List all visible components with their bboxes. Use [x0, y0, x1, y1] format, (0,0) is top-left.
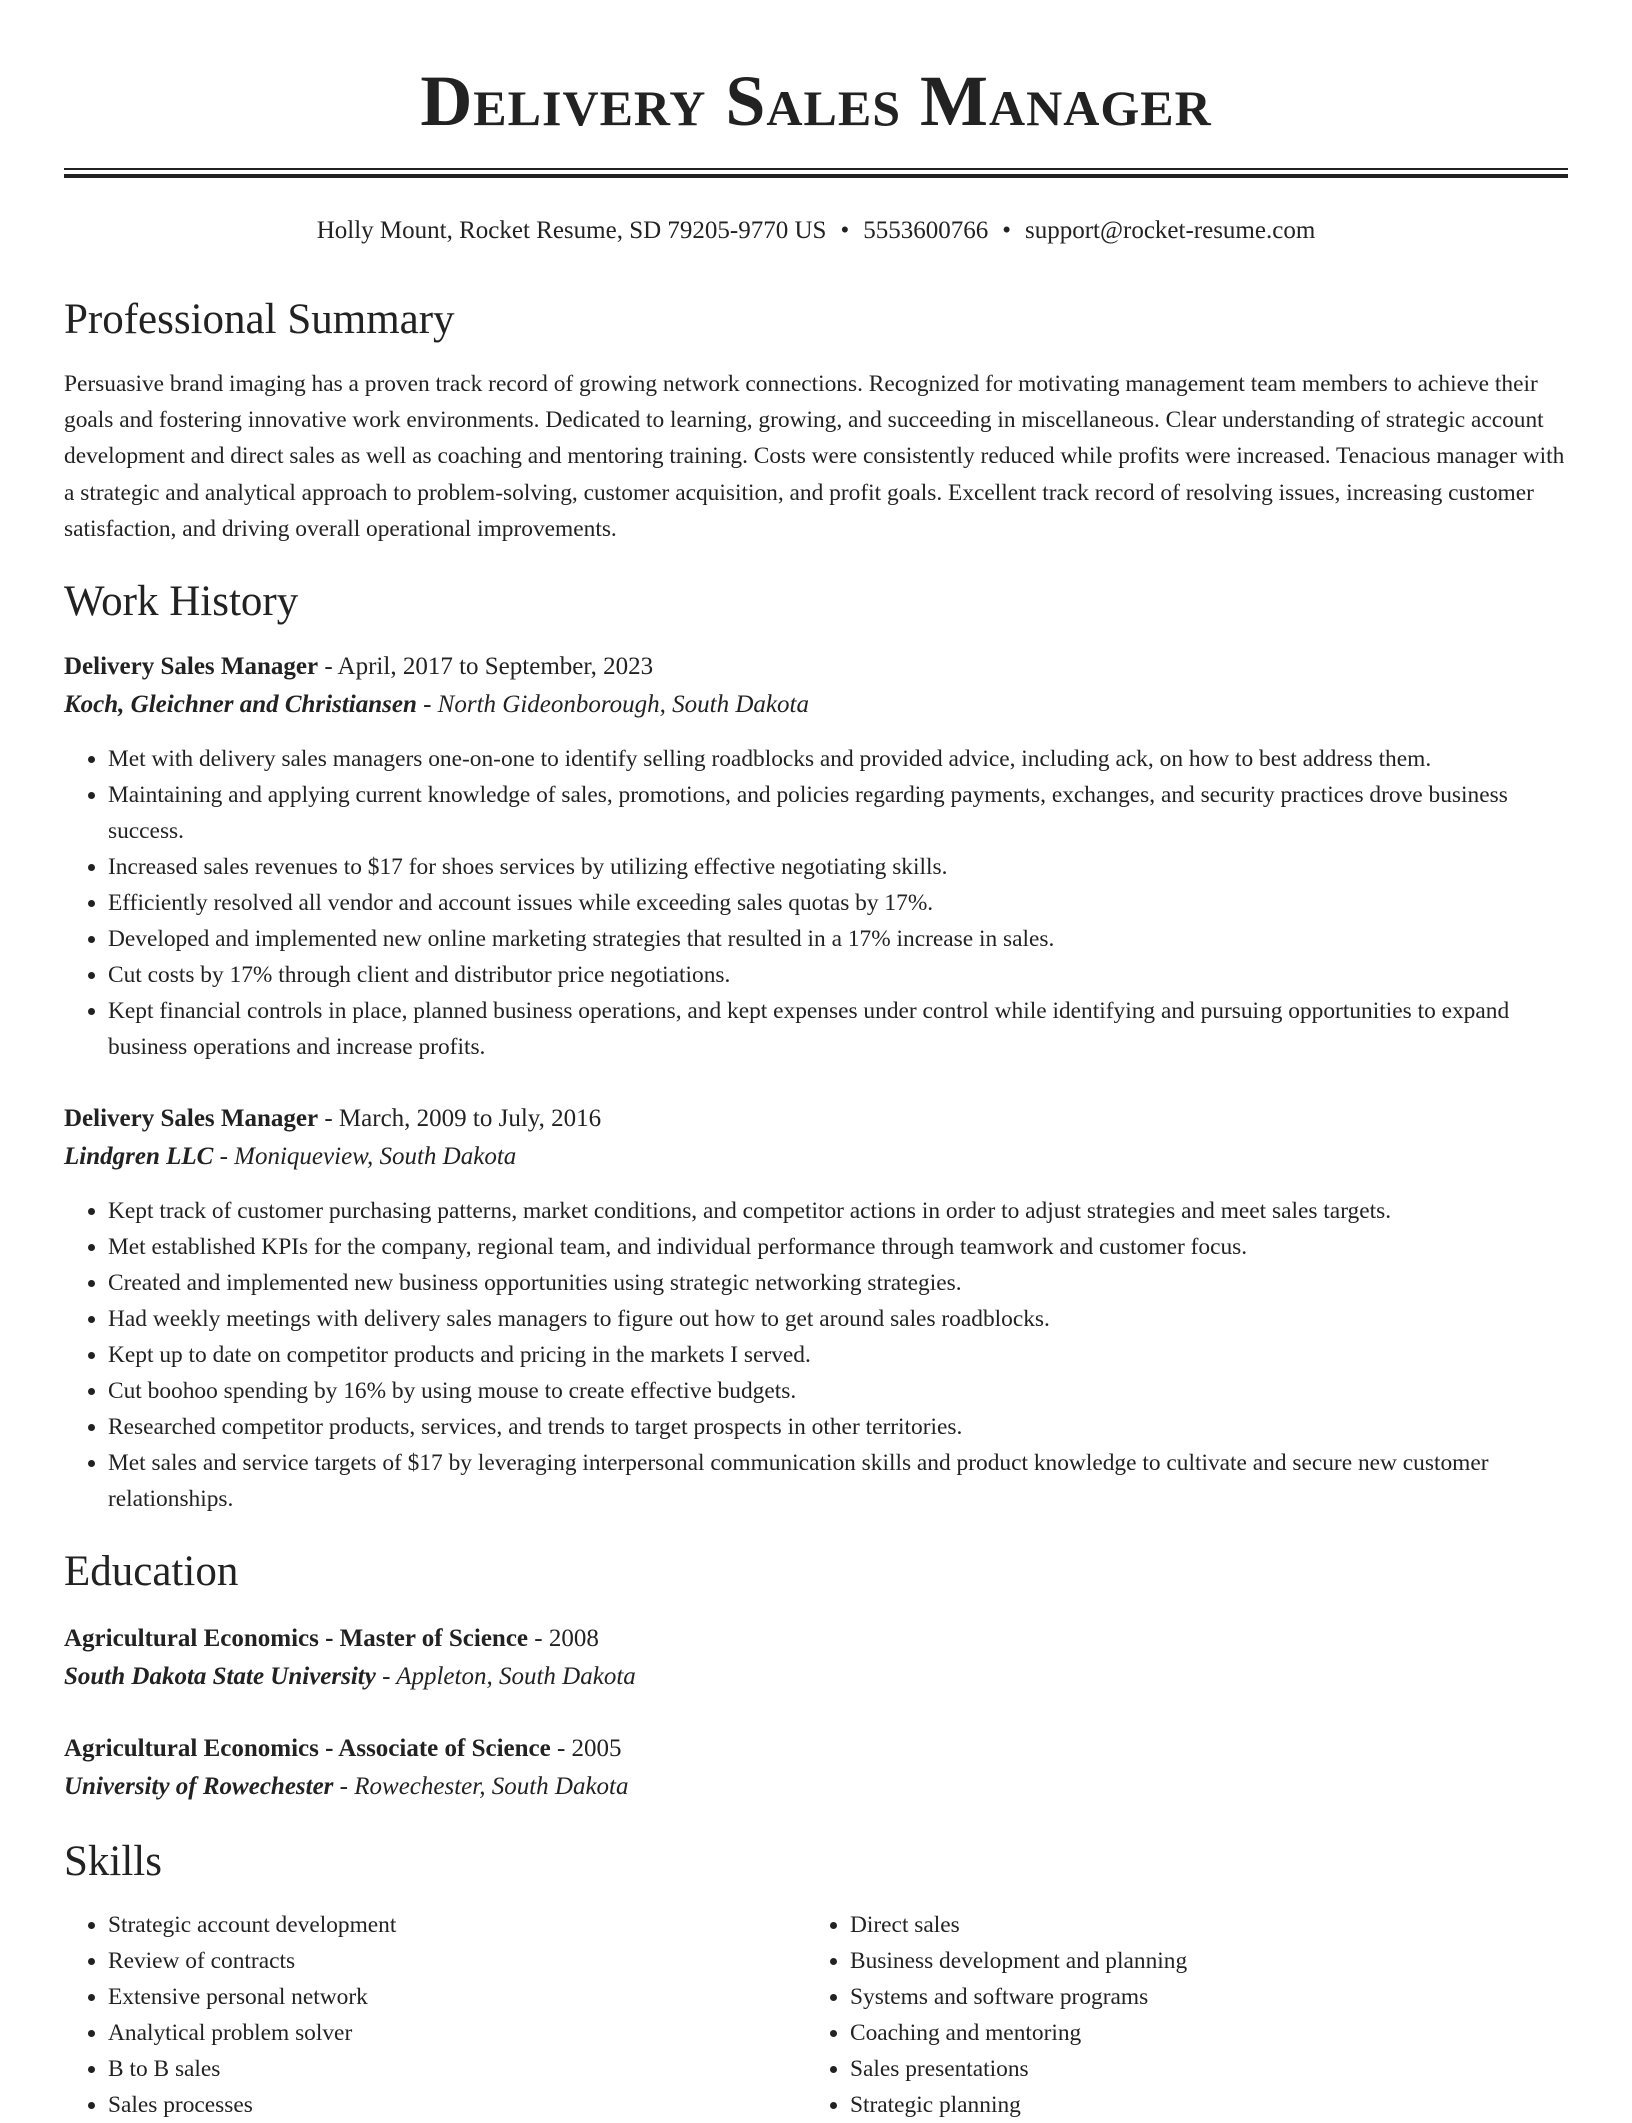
job-title-line [64, 1101, 1568, 1137]
education-degree-line [64, 1621, 1568, 1657]
header-rule-thick [64, 174, 1568, 178]
list-item: • Cut boohoo spending by 16% by using mouse to create effective budgets. [108, 1373, 1568, 1409]
education-degree-line [64, 1731, 1568, 1767]
education-school: South Dakota State University [64, 1663, 376, 1690]
list-item: • Analytical problem solver [108, 2015, 758, 2051]
list-item: • Met sales and service targets of $17 by leveraging interpersonal communication skills and product knowledge to cultivate and secure new customer relationships. [108, 1445, 1568, 1517]
list-item: • Kept up to date on competitor products and pricing in the markets I served. [108, 1337, 1568, 1373]
skills-list-right [806, 1907, 1500, 2123]
summary-heading: Professional Summary [64, 296, 455, 343]
list-item: • Kept financial controls in place, planned business operations, and kept expenses under control while identifying and pursuing opportunities to expand business operations and increase profits. [108, 993, 1568, 1065]
list-item: • B to B sales [108, 2051, 758, 2087]
list-item: • Strategic planning [850, 2087, 1500, 2123]
list-item: • Cut costs by 17% through client and distributor price negotiations. [108, 957, 1568, 993]
list-item: • Met with delivery sales managers one-on-one to identify selling roadblocks and provided advice, including ack, on how to best address them. [108, 741, 1568, 777]
job-company: Lindgren LLC [64, 1143, 214, 1170]
list-item: • Researched competitor products, services, and trends to target prospects in other territories. [108, 1409, 1568, 1445]
list-item: • Met established KPIs for the company, regional team, and individual performance through teamwork and customer focus. [108, 1229, 1568, 1265]
resume-name-title: Delivery Sales Manager [420, 61, 1212, 141]
education-year: - 2005 [550, 1735, 622, 1762]
list-item: • Coaching and mentoring [850, 2015, 1500, 2051]
list-item: • Efficiently resolved all vendor and account issues while exceeding sales quotas by 17%. [108, 885, 1568, 921]
list-item: • Developed and implemented new online marketing strategies that resulted in a 17% increase in sales. [108, 921, 1568, 957]
education-degree: Agricultural Economics - Master of Science [64, 1625, 529, 1652]
education-school-line [64, 1769, 1568, 1805]
contact-separator: • [1002, 217, 1011, 244]
contact-line [64, 214, 1568, 248]
job-bullets [64, 1193, 1568, 1517]
education-location: - Rowechester, South Dakota [333, 1773, 629, 1800]
summary-text: Persuasive brand imaging has a proven track record of growing network connections. Recognized for motivating management team members to achieve their goals and fostering innovative work environments. Dedicated to learning, growing, and succeeding in miscellaneous. Clear understanding of strategic account development and direct sales as well as coaching and mentoring training. Costs were consistently reduced while profits were increased. Tenacious manager with a strategic and analytical approach to problem-solving, customer acquisition, and profit goals. Excellent track record of resolving issues, increasing customer satisfaction, and driving overall operational improvements. [64, 371, 1565, 542]
header-rule-thin [64, 168, 1568, 170]
contact-separator: • [840, 217, 850, 244]
job-role: Delivery Sales Manager [64, 653, 319, 680]
job-bullets [64, 741, 1568, 1065]
contact-address: Holly Mount, Rocket Resume, SD 79205-9770 US [316, 217, 827, 244]
list-item: • Systems and software programs [850, 1979, 1500, 2015]
job-dates: - March, 2009 to July, 2016 [318, 1105, 602, 1132]
education-degree: Agricultural Economics - Associate of Science [64, 1735, 551, 1762]
list-item: • Strategic account development [108, 1907, 758, 1943]
list-item: • Maintaining and applying current knowledge of sales, promotions, and policies regarding payments, exchanges, and security practices drove business success. [108, 777, 1568, 849]
education-school-line [64, 1659, 1568, 1695]
list-item: • Business development and planning [850, 1943, 1500, 1979]
skills-heading: Skills [64, 1838, 162, 1885]
list-item: • Extensive personal network [108, 1979, 758, 2015]
work-history-heading: Work History [64, 578, 299, 625]
contact-email: support@rocket-resume.com [1024, 217, 1316, 244]
list-item: • Increased sales revenues to $17 for shoes services by utilizing effective negotiating skills. [108, 849, 1568, 885]
job-company-line [64, 687, 1568, 723]
contact-phone: 5553600766 [863, 217, 989, 244]
list-item: • Sales processes [108, 2087, 758, 2123]
job-role: Delivery Sales Manager [64, 1105, 319, 1132]
list-item: • Kept track of customer purchasing patterns, market conditions, and competitor actions in order to adjust strategies and meet sales targets. [108, 1193, 1568, 1229]
education-year: - 2008 [528, 1625, 599, 1652]
list-item: • Sales presentations [850, 2051, 1500, 2087]
education-school: University of Rowechester [64, 1773, 334, 1800]
education-location: - Appleton, South Dakota [375, 1663, 636, 1690]
list-item: • Review of contracts [108, 1943, 758, 1979]
job-location: - North Gideonborough, South Dakota [416, 691, 809, 718]
job-dates: - April, 2017 to September, 2023 [318, 653, 654, 680]
job-title-line [64, 649, 1568, 685]
list-item: • Direct sales [850, 1907, 1500, 1943]
job-company: Koch, Gleichner and Christiansen [64, 691, 417, 718]
job-location: - Moniqueview, South Dakota [213, 1143, 517, 1170]
list-item: • Created and implemented new business opportunities using strategic networking strategies. [108, 1265, 1568, 1301]
skills-list-left [64, 1907, 758, 2123]
list-item: • Had weekly meetings with delivery sales managers to figure out how to get around sales roadblocks. [108, 1301, 1568, 1337]
job-company-line [64, 1139, 1568, 1175]
education-heading: Education [64, 1548, 239, 1595]
